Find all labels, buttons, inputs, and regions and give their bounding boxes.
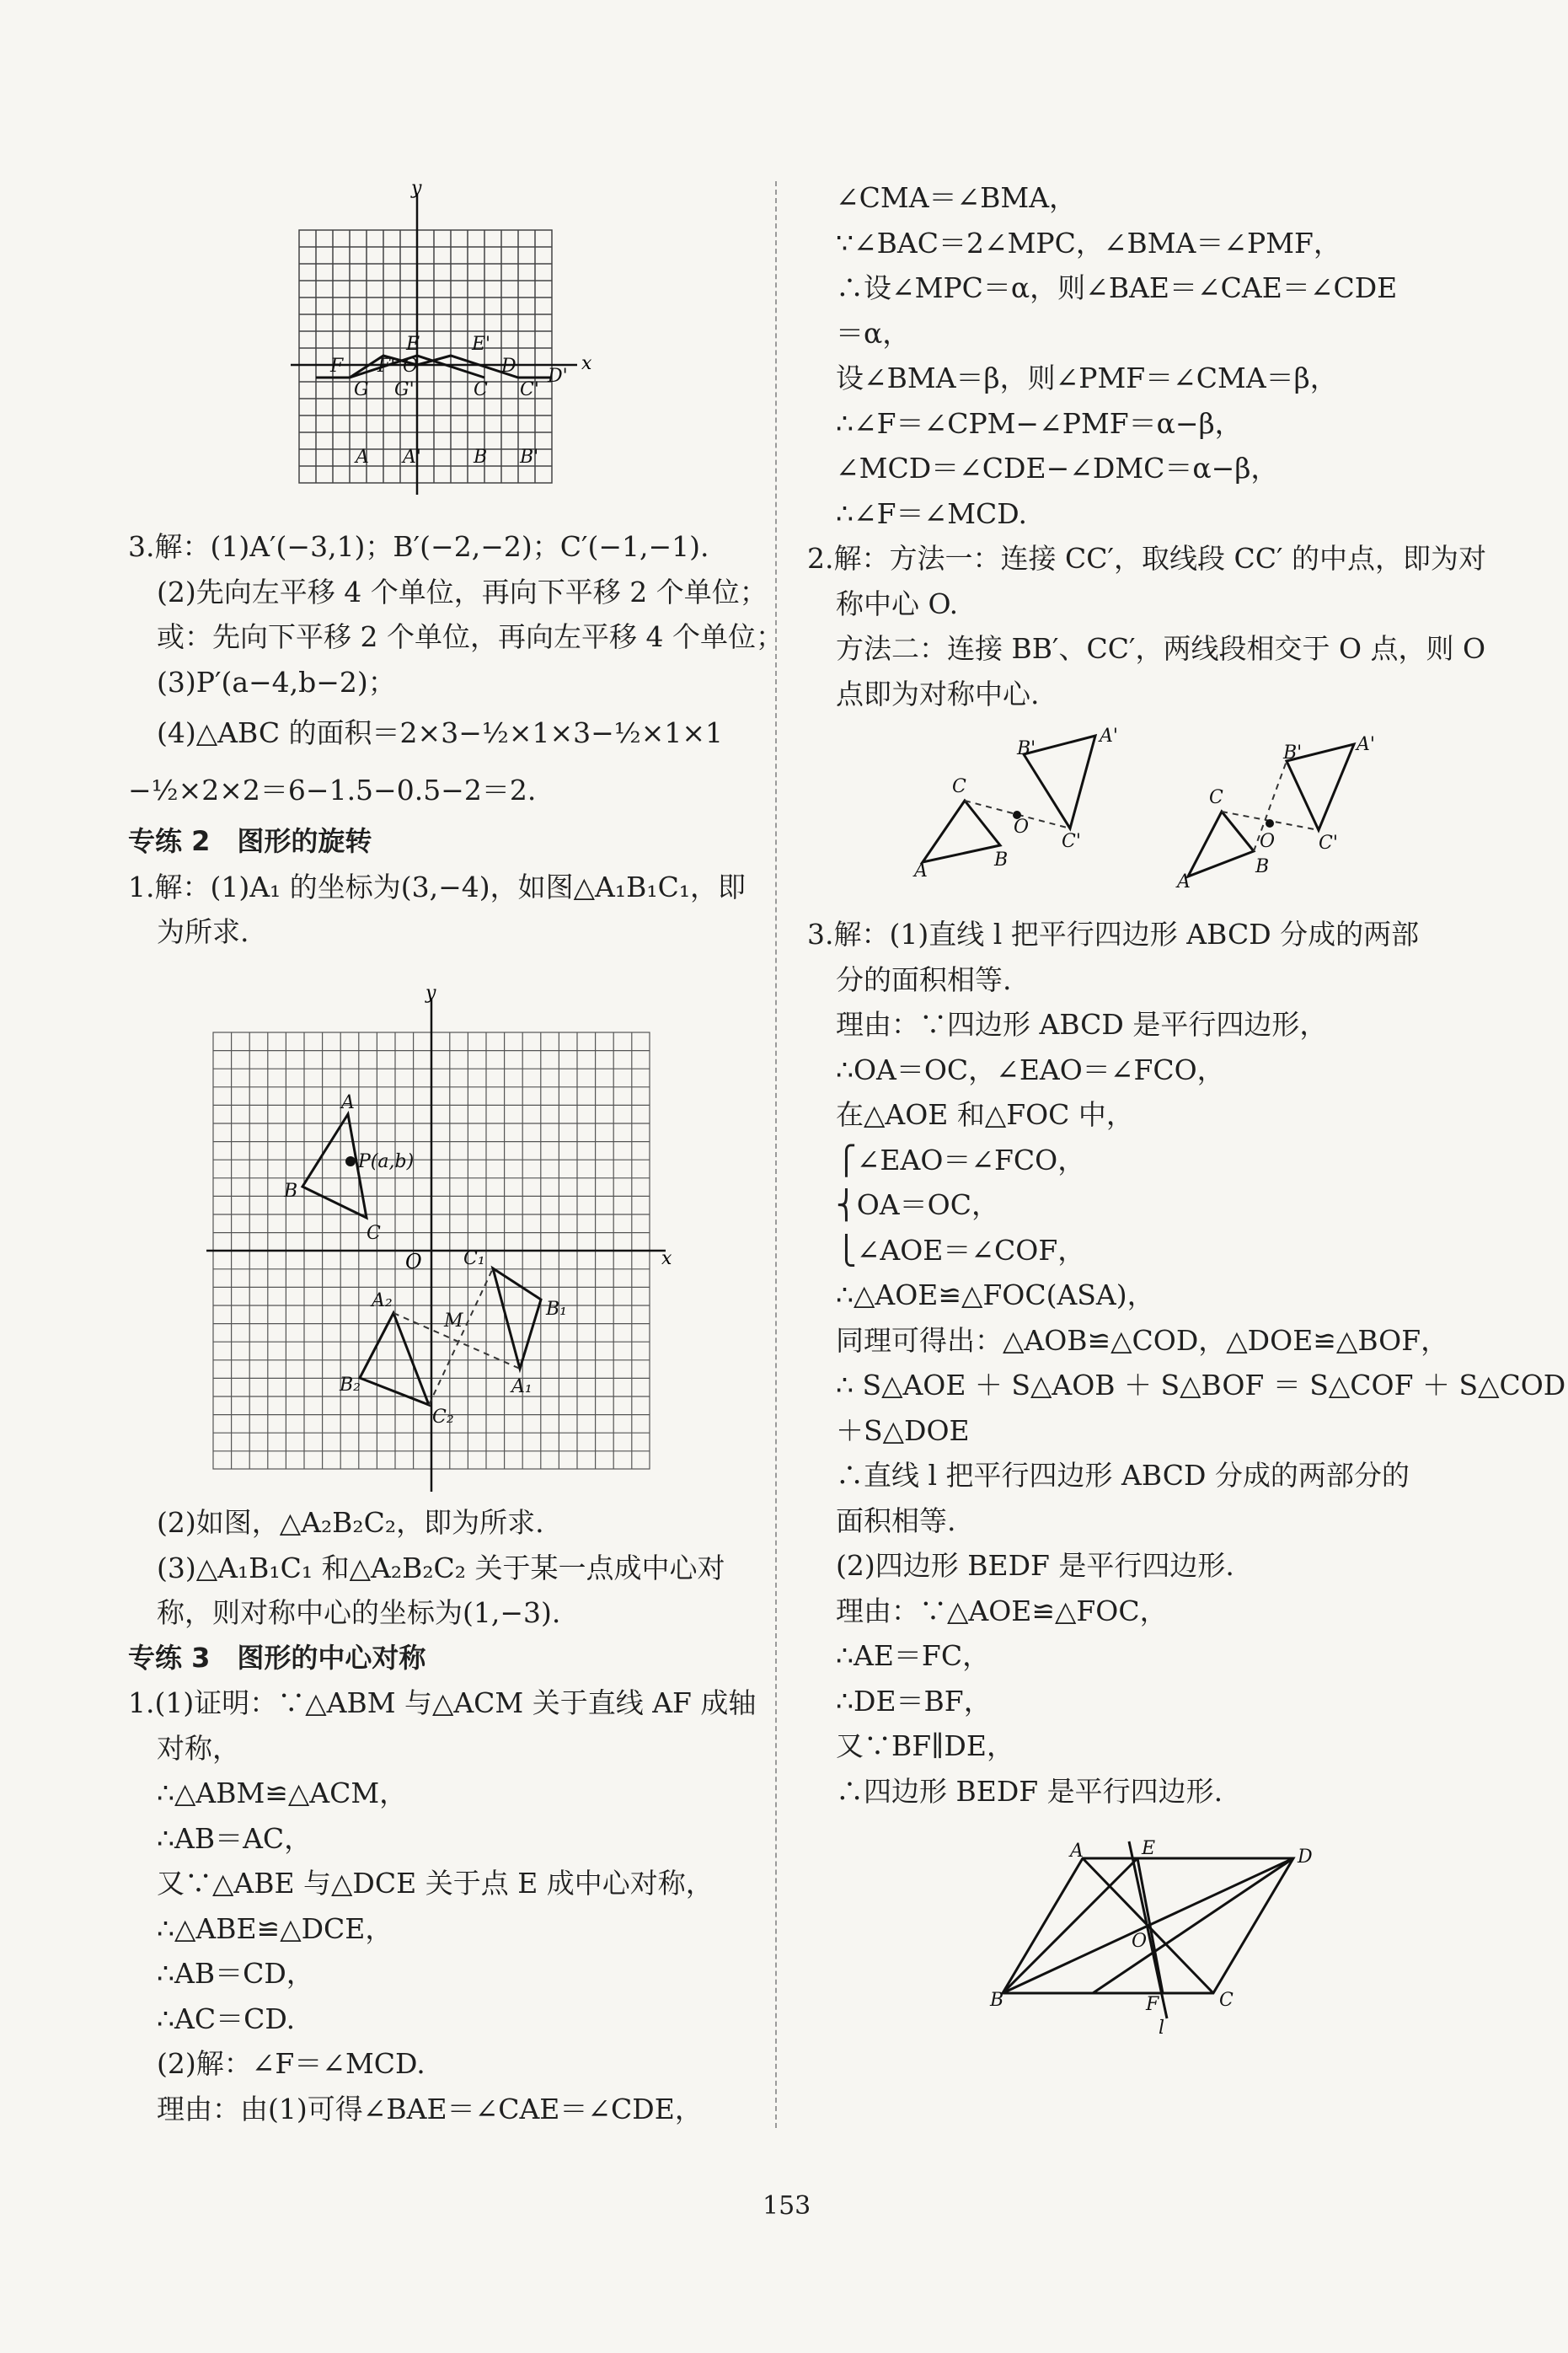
left-label-A-prime: A' <box>1100 726 1118 747</box>
right-b-line-15: (2)四边形 BEDF 是平行四边形. <box>836 1549 1234 1582</box>
left-label-B-prime: B' <box>1017 738 1036 759</box>
origin-label: O <box>405 1250 422 1273</box>
right-label-C: C <box>1209 787 1223 808</box>
solution-3-line: 3.解：(1)A′(−3,1)；B′(−2,−2)；C′(−1,−1). <box>128 530 709 563</box>
rotation-solution-3-cont: 称，则对称中心的坐标为(1,−3). <box>157 1596 561 1629</box>
label-C-prime: C' <box>520 379 539 400</box>
right-b-line-12: ＋S△DOE <box>836 1413 970 1447</box>
right-line-6: ∴∠F＝∠CPM−∠PMF＝α−β， <box>836 406 1243 440</box>
rot-label-A1: A₁ <box>511 1376 532 1397</box>
y-axis-label: y <box>411 178 422 199</box>
rotation-solution-2: (2)如图，△A₂B₂C₂，即为所求. <box>157 1506 544 1539</box>
para-label-A: A <box>1070 1841 1084 1862</box>
label-G-prime: G' <box>394 379 415 400</box>
label-B-prime: B' <box>520 447 539 468</box>
translation-grid-figure <box>286 178 607 501</box>
right-b-line-2: 分的面积相等. <box>836 962 1012 996</box>
para-label-F: F <box>1146 1994 1159 2015</box>
label-E-prime: E' <box>472 334 491 355</box>
right-triangle-ABC <box>1188 812 1254 876</box>
para-label-B: B <box>990 1990 1004 2011</box>
solution-3-step2: (2)先向左平移 4 个单位，再向下平移 2 个单位； <box>157 575 768 608</box>
center-lines <box>393 1268 520 1405</box>
column-divider <box>775 181 777 2128</box>
right-line-9: 2.解：方法一：连接 CC′，取线段 CC′ 的中点，即为对 <box>807 542 1486 575</box>
right-b-line-1: 3.解：(1)直线 l 把平行四边形 ABCD 分成的两部 <box>807 918 1420 951</box>
right-label-C-prime: C' <box>1319 833 1338 854</box>
point-P <box>345 1156 356 1166</box>
rot-label-B2: B₂ <box>340 1375 361 1396</box>
right-column-lower <box>807 912 1566 1814</box>
left-label-B: B <box>994 850 1009 871</box>
right-label-O: O <box>1260 831 1276 852</box>
rot-label-B1: B₁ <box>546 1299 567 1320</box>
triangle-A2B2C2 <box>360 1313 429 1405</box>
right-line-1: ∠CMA＝∠BMA， <box>836 181 1078 214</box>
para-label-O: O <box>1132 1931 1148 1952</box>
right-b-line-14: 面积相等. <box>836 1503 956 1537</box>
label-A-prime: A' <box>403 447 421 468</box>
rot-label-P: P(a,b) <box>358 1151 415 1172</box>
parallelogram-figure <box>990 1833 1327 2039</box>
right-b-line-17: ∴AE＝FC， <box>836 1639 991 1672</box>
right-b-line-3: 理由：∵四边形 ABCD 是平行四边形， <box>836 1008 1328 1041</box>
proof-line-1: 1.(1)证明：∵△ABM 与△ACM 关于直线 AF 成轴 <box>128 1686 757 1719</box>
section-heading-central-symmetry: 专练 3 图形的中心对称 <box>128 1641 426 1674</box>
right-line-5: 设∠BMA＝β，则∠PMF＝∠CMA＝β， <box>836 362 1338 394</box>
right-b-line-10: 同理可得出：△AOB≌△COD，△DOE≌△BOF， <box>836 1323 1449 1357</box>
left-label-O: O <box>1014 817 1030 838</box>
right-label-B-prime: B' <box>1283 742 1303 764</box>
triangle-ABC <box>302 1114 367 1218</box>
rot-label-C: C <box>367 1223 381 1244</box>
right-b-line-6: ⎧∠EAO＝∠FCO， <box>836 1143 1086 1176</box>
proof-line-6: ∴△ABE≌△DCE， <box>157 1911 393 1945</box>
central-symmetry-figure <box>906 721 1394 898</box>
section-heading-rotation: 专练 2 图形的旋转 <box>128 825 372 857</box>
proof-line-2: 对称， <box>157 1731 240 1765</box>
left-triangle-ABC <box>923 801 1000 862</box>
right-b-line-8: ⎩∠AOE＝∠COF， <box>836 1233 1086 1267</box>
right-b-line-4: ∴OA＝OC，∠EAO＝∠FCO， <box>836 1053 1225 1086</box>
right-b-line-5: 在△AOE 和△FOC 中， <box>836 1098 1134 1131</box>
page-number: 153 <box>763 2191 811 2221</box>
right-label-A-prime: A' <box>1357 734 1375 755</box>
left-label-C-prime: C' <box>1062 831 1081 852</box>
right-line-7: ∠MCD＝∠CDE−∠DMC＝α−β， <box>836 452 1279 485</box>
para-label-E: E <box>1142 1838 1156 1859</box>
rotation-solution-1-cont: 为所求. <box>157 915 249 948</box>
label-B: B <box>474 447 488 468</box>
rot-label-A2: A₂ <box>372 1290 393 1311</box>
label-A: A <box>356 447 369 468</box>
proof-line-9: (2)解：∠F＝∠MCD. <box>157 2047 425 2080</box>
label-F-prime: F' <box>377 356 396 377</box>
right-label-B: B <box>1255 856 1270 877</box>
label-G: G <box>354 379 369 400</box>
right-b-line-13: ∴直线 l 把平行四边形 ABCD 分成的两部分的 <box>836 1459 1410 1492</box>
proof-line-4: ∴AB＝AC， <box>157 1821 313 1855</box>
rotation-grid-figure <box>206 983 695 1500</box>
proof-line-3: ∴△ABM≌△ACM， <box>157 1777 408 1809</box>
rot-label-C1: C₁ <box>463 1248 485 1269</box>
triangle-A1B1C1 <box>493 1268 541 1369</box>
right-b-line-7: ⎨OA＝OC， <box>836 1188 999 1221</box>
right-column <box>807 175 1486 716</box>
rot-x-label: x <box>661 1248 672 1269</box>
label-D: D <box>501 356 516 377</box>
right-b-line-9: ∴△AOE≌△FOC(ASA)， <box>836 1278 1155 1311</box>
right-line-11: 方法二：连接 BB′、CC′，两线段相交于 O 点，则 O <box>836 632 1486 665</box>
rot-y-label: y <box>425 983 436 1004</box>
right-b-line-19: 又∵BF∥DE， <box>836 1729 1014 1762</box>
x-axis-label: x <box>581 353 592 374</box>
right-line-3: ∴设∠MPC＝α，则∠BAE＝∠CAE＝∠CDE <box>836 271 1398 304</box>
right-line-8: ∴∠F＝∠MCD. <box>836 496 1028 530</box>
right-b-line-11: ∴ S△AOE ＋ S△AOB ＋ S△BOF ＝ S△COF ＋ S△COD <box>836 1369 1566 1402</box>
solution-3-step3: (3)P′(a−4,b−2)； <box>157 665 396 699</box>
para-label-l: l <box>1159 2018 1165 2039</box>
para-label-D: D <box>1298 1846 1313 1868</box>
rot-label-B: B <box>284 1181 298 1202</box>
left-label-C: C <box>952 776 966 797</box>
rotation-solution-3: (3)△A₁B₁C₁ 和△A₂B₂C₂ 关于某一点成中心对 <box>157 1551 725 1584</box>
left-label-A: A <box>914 860 928 882</box>
right-line-12: 点即为对称中心. <box>836 677 1040 710</box>
left-column <box>128 524 784 955</box>
rot-label-M: M <box>444 1310 463 1332</box>
para-label-C: C <box>1219 1990 1234 2011</box>
solution-3-step4-cont: −½×2×2＝6−1.5−0.5−2＝2. <box>128 774 537 807</box>
proof-line-8: ∴AC＝CD. <box>157 2002 296 2035</box>
left-column-lower <box>128 1500 757 2131</box>
right-line-2: ∵∠BAC＝2∠MPC，∠BMA＝∠PMF， <box>836 226 1341 260</box>
right-b-line-18: ∴DE＝BF， <box>836 1684 992 1718</box>
label-D-prime: D' <box>548 366 568 387</box>
right-label-A: A <box>1177 871 1191 892</box>
rot-label-C2: C₂ <box>432 1407 454 1428</box>
solution-3-step2-alt: 或：先向下平移 2 个单位，再向左平移 4 个单位； <box>157 620 784 653</box>
right-line-4: ＝α， <box>836 316 911 350</box>
rotation-solution-1: 1.解：(1)A₁ 的坐标为(3,−4)，如图△A₁B₁C₁，即 <box>128 870 747 903</box>
right-b-line-16: 理由：∵△AOE≌△FOC， <box>836 1594 1168 1627</box>
label-E: E <box>406 334 420 355</box>
right-line-10: 称中心 O. <box>836 587 959 620</box>
proof-line-7: ∴AB＝CD， <box>157 1957 314 1990</box>
label-O: O <box>403 356 419 377</box>
proof-line-5: 又∵△ABE 与△DCE 关于点 E 成中心对称， <box>157 1867 714 1900</box>
label-F: F <box>330 356 344 377</box>
right-b-line-20: ∴四边形 BEDF 是平行四边形. <box>836 1774 1223 1808</box>
label-C: C <box>474 379 488 400</box>
proof-line-10: 理由：由(1)可得∠BAE＝∠CAE＝∠CDE， <box>157 2092 703 2125</box>
rot-label-A: A <box>341 1092 355 1113</box>
solution-3-step4: (4)△ABC 的面积＝2×3−½×1×3−½×1×1 <box>157 716 724 749</box>
